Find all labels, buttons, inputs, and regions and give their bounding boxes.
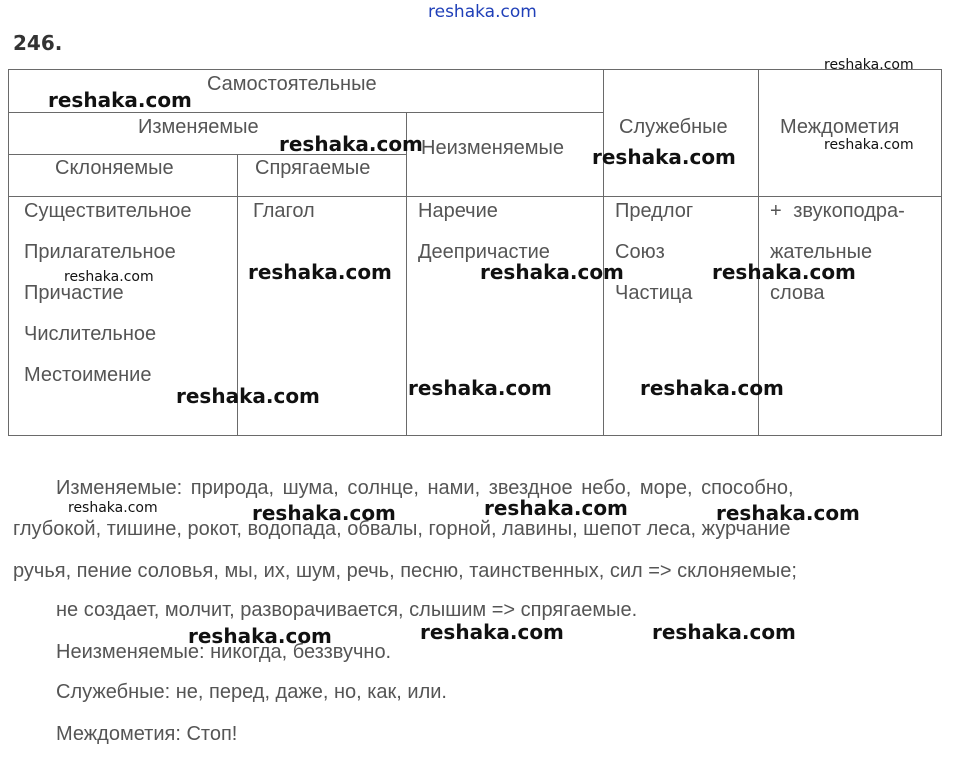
table-col-divider-3 <box>603 69 604 436</box>
watermark: reshaka.com <box>279 132 423 156</box>
list-item: жательные <box>770 241 873 263</box>
watermark: reshaka.com <box>176 384 320 408</box>
list-item: Наречие <box>418 200 498 222</box>
list-item: Деепричастие <box>418 241 550 263</box>
header-changeable: Изменяемые <box>138 116 259 138</box>
list-item: Союз <box>615 241 665 263</box>
answer-line-5: Неизменяемые: никогда, беззвучно. <box>56 641 392 663</box>
watermark: reshaka.com <box>188 624 332 648</box>
watermark: reshaka.com <box>252 501 396 525</box>
header-unchangeable: Неизменяемые <box>421 137 565 159</box>
header-declinable: Склоняемые <box>55 157 174 179</box>
watermark: reshaka.com <box>48 88 192 112</box>
header-conjugable: Спрягаемые <box>255 157 371 179</box>
watermark: reshaka.com <box>420 620 564 644</box>
header-interjections: Междометия <box>780 116 900 138</box>
list-item: Причастие <box>24 282 124 304</box>
table-border-right <box>941 69 942 436</box>
watermark: reshaka.com <box>712 260 856 284</box>
watermark: reshaka.com <box>68 500 158 516</box>
exercise-number: 246. <box>13 31 63 55</box>
watermark: reshaka.com <box>652 620 796 644</box>
watermark: reshaka.com <box>640 376 784 400</box>
cell-auxiliary <box>615 191 693 314</box>
answer-line-2: глубокой, тишине, рокот, водопада, обвалы, горной, лавины, шепот леса, журчание <box>13 518 791 540</box>
watermark: reshaka.com <box>716 501 860 525</box>
table-border-top <box>8 69 942 70</box>
cell-declinable <box>24 191 192 396</box>
answer-line-1: Изменяемые: природа, шума, солнце, нами, звездное небо, море, способно, <box>56 477 794 499</box>
list-item: Существительное <box>24 200 192 222</box>
list-item: Местоимение <box>24 364 152 386</box>
watermark: reshaka.com <box>248 260 392 284</box>
watermark: reshaka.com <box>408 376 552 400</box>
header-independent: Самостоятельные <box>207 73 377 95</box>
table-border-left <box>8 69 9 436</box>
header-auxiliary: Служебные <box>619 116 728 138</box>
site-link[interactable]: reshaka.com <box>428 2 537 22</box>
table-border-bottom <box>8 435 942 436</box>
watermark: reshaka.com <box>64 269 154 285</box>
table-col-divider-2 <box>406 112 407 436</box>
watermark: reshaka.com <box>824 57 914 73</box>
table-line-header-1 <box>8 112 604 113</box>
answer-line-6: Служебные: не, перед, даже, но, как, или. <box>56 681 447 703</box>
watermark: reshaka.com <box>824 137 914 153</box>
list-item: Частица <box>615 282 693 304</box>
answer-line-3: ручья, пение соловья, мы, их, шум, речь, песню, таинственных, сил => склоняемые; <box>13 560 797 582</box>
watermark: reshaka.com <box>480 260 624 284</box>
watermark: reshaka.com <box>484 496 628 520</box>
list-item: + звукоподра- <box>770 200 905 222</box>
list-item: Прилагательное <box>24 241 176 263</box>
cell-conjugable <box>253 191 315 232</box>
answer-line-4: не создает, молчит, разворачивается, слышим => спрягаемые. <box>56 599 638 621</box>
list-item: Глагол <box>253 200 315 222</box>
cell-interjections <box>770 191 905 314</box>
answer-line-7: Междометия: Стоп! <box>56 723 238 745</box>
list-item: Числительное <box>24 323 157 345</box>
list-item: слова <box>770 282 825 304</box>
list-item: Предлог <box>615 200 694 222</box>
watermark: reshaka.com <box>592 145 736 169</box>
